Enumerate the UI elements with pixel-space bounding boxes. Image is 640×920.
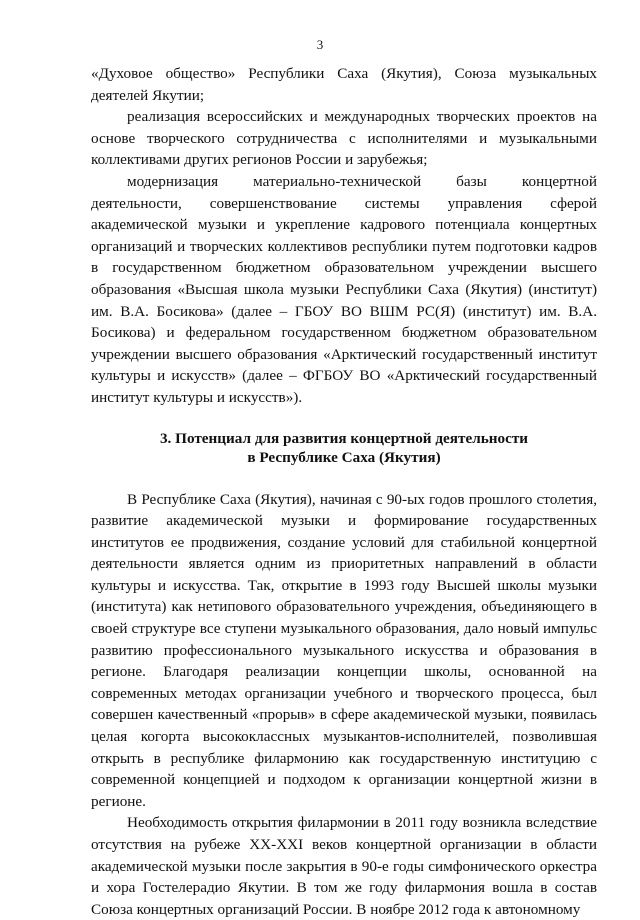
body-paragraph: Необходимость открытия филармонии в 2011 году возникла вследствие отсутствия на рубеже XX-XXI веков концертной организации в области академической музыки после закрытия в 90-е годы симфонического оркестра и хора Гостелерадио Якутии. В том же году филармония вошла в состав Союза концертных организаций России. В ноябре 2012 года к автономному xyxy=(91,814,597,918)
list-item: реализация всероссийских и международных творческих проектов на основе творческого сотрудничества с исполнителями и музыкальными коллективами других регионов России и зарубежья; xyxy=(91,108,597,169)
list-item-continuation: «Духовое общество» Республики Саха (Якутия), Союза музыкальных деятелей Якутии; xyxy=(91,65,597,104)
section-heading-line-1: 3. Потенциал для развития концертной деятельности xyxy=(159,429,529,447)
page-number: 3 xyxy=(316,37,324,52)
section-heading-line-2: в Республике Саха (Якутия) xyxy=(247,448,441,466)
body-paragraph: В Республике Саха (Якутия), начиная с 90-ых годов прошлого столетия, развитие академической музыки и формирование государственных институтов ее продвижения, создание условий для стабильной концертной деятельности является одним из приоритетных направлений в области культуры и искусства. Так, открытие в 1993 году Высшей школы музыки (института) как нетипового образовательного учреждения, объединяющего в своей структуре все ступени музыкального образования, дало новый импульс развитию профессионального музыкального искусства и образования в регионе. Благодаря реализации концепции школы, основанной на современных методах организации учебного и творческого процесса, был совершен качественный «прорыв» в сфере академической музыки, появилась целая когорта высококлассных музыкантов-исполнителей, позволившая открыть в республике филармонию как государственную институцию с современной концепцией и подходом к организации концертной жизни в регионе. xyxy=(91,490,597,810)
section-heading xyxy=(91,429,597,467)
document-body xyxy=(91,63,597,920)
list-item: модернизация материально-технической базы концертной деятельности, совершенствование системы управления сферой академической музыки и укрепление кадрового потенциала концертных организаций и творческих коллективов республики путем подготовки кадров в государственном бюджетном образовательном учреждении высшего образования «Высшая школа музыки Республики Саха (Якутия) (институт) им. В.А. Босикова» (далее – ГБОУ ВО ВШМ РС(Я) (институт) им. В.А. Босикова) и федеральном государственном бюджетном образовательном учреждении высшего образования «Арктический государственный институт культуры и искусств» (далее – ФГБОУ ВО «Арктический государственный институт культуры и искусств»). xyxy=(91,172,597,406)
